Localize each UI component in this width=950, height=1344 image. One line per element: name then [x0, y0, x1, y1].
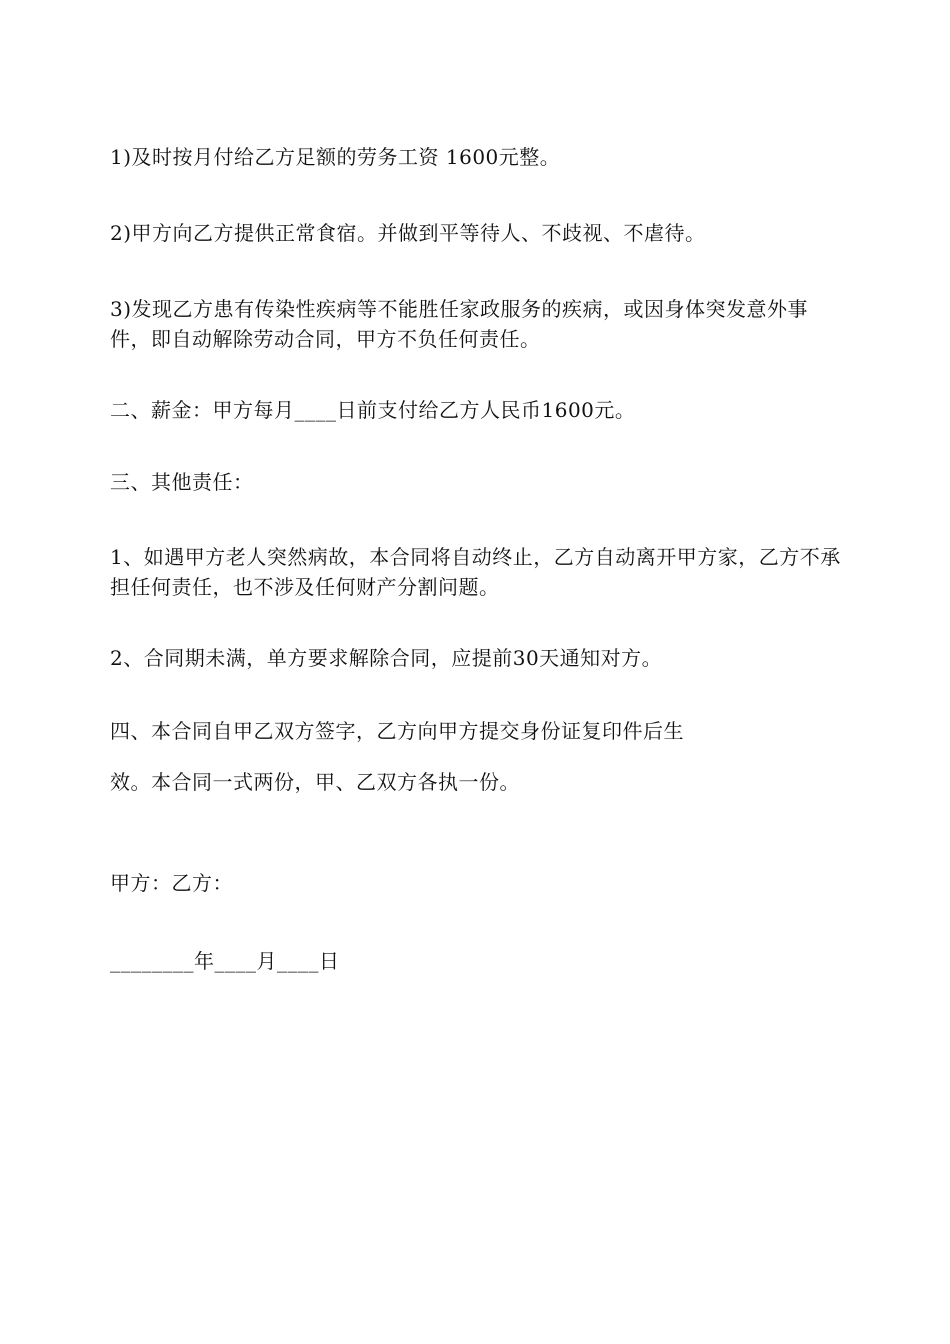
signature-parties: 甲方：乙方： [110, 871, 233, 895]
section-heading: 三、其他责任： [110, 470, 254, 494]
clause-paragraph: 3)发现乙方患有传染性疾病等不能胜任家政服务的疾病，或因身体突发意外事件，即自动解除劳动合同，甲方不负任何责任。 [110, 297, 809, 351]
effective-clause-line: 四、本合同自甲乙双方签字，乙方向甲方提交身份证复印件后生 [110, 719, 684, 743]
signature-date-line: ________年____月____日 [110, 949, 340, 973]
clause-paragraph: 1、如遇甲方老人突然病故，本合同将自动终止，乙方自动离开甲方家，乙方不承担任何责任，也不涉及任何财产分割问题。 [110, 545, 841, 599]
effective-clause-line: 效。本合同一式两份，甲、乙双方各执一份。 [110, 770, 520, 794]
clause-paragraph: 2)甲方向乙方提供正常食宿。并做到平等待人、不歧视、不虐待。 [110, 221, 706, 245]
signature-block [110, 818, 845, 1026]
clause-paragraph: 2、合同期未满，单方要求解除合同，应提前30天通知对方。 [110, 646, 663, 670]
salary-paragraph: 二、薪金：甲方每月____日前支付给乙方人民币1600元。 [110, 398, 636, 422]
clause-paragraph: 1)及时按月付给乙方足额的劳务工资 1600元整。 [110, 145, 561, 169]
